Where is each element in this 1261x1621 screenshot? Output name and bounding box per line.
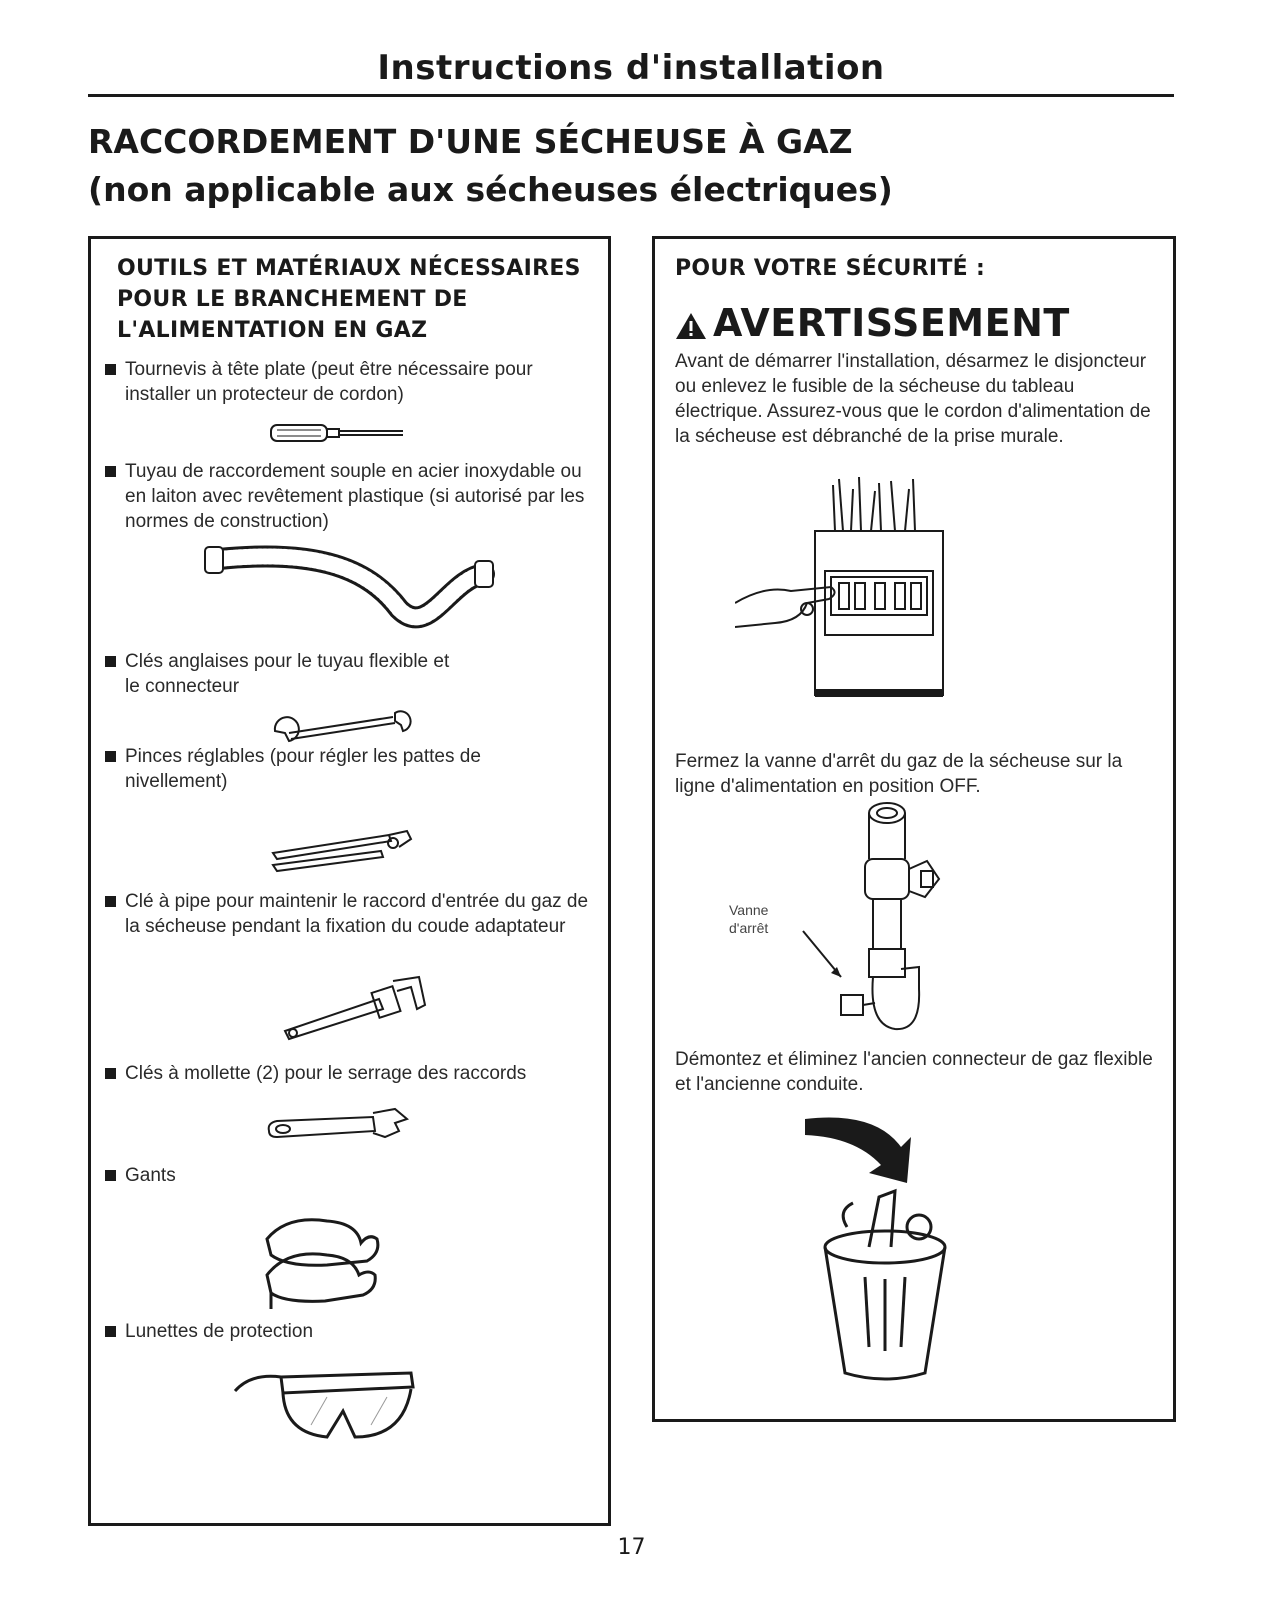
warning-paragraph: Avant de démarrer l'installation, désarmez le disjoncteur ou enlevez le fusible de la sécheuse du tableau électrique. Assurez-vous que le cordon d'alimentation de la sécheuse est débranché de la prise murale. <box>675 351 1151 447</box>
list-item <box>101 1061 601 1086</box>
list-item <box>101 459 601 534</box>
tools-heading-line-3: L'ALIMENTATION EN GAZ <box>117 318 428 343</box>
callout-arrow-icon <box>801 929 851 989</box>
safety-heading: POUR VOTRE SÉCURITÉ : <box>675 256 986 281</box>
bullet-icon <box>105 751 116 762</box>
disposal-paragraph: Démontez et éliminez l'ancien connecteur de gaz flexible et l'ancienne conduite. <box>675 1049 1153 1095</box>
bullet-icon <box>105 896 116 907</box>
warning-triangle-icon <box>675 311 707 341</box>
bullet-icon <box>105 656 116 667</box>
tools-heading-line-2: POUR LE BRANCHEMENT DE <box>117 287 468 312</box>
item-text: Clés anglaises pour le tuyau flexible et le connecteur <box>125 651 450 697</box>
bullet-icon <box>105 1326 116 1337</box>
open-wrench-icon <box>269 705 419 749</box>
valve-callout-line-2: d'arrêt <box>729 920 769 936</box>
valve-callout-line-1: Vanne <box>729 902 769 918</box>
warning-title-text: AVERTISSEMENT <box>713 301 1070 345</box>
gloves-icon <box>257 1209 387 1311</box>
screwdriver-icon <box>269 419 409 447</box>
valve-callout <box>729 901 768 937</box>
valve-paragraph: Fermez la vanne d'arrêt du gaz de la sécheuse sur la ligne d'alimentation en position OFF. <box>675 751 1123 797</box>
tools-heading <box>117 253 581 346</box>
tools-panel <box>88 236 611 1526</box>
trash-can-icon <box>795 1107 975 1397</box>
main-title <box>88 118 893 214</box>
page-number: 17 <box>617 1535 646 1560</box>
bullet-icon <box>105 364 116 375</box>
warning-title <box>675 301 1070 345</box>
breaker-panel-icon <box>735 475 955 699</box>
main-title-line-1: RACCORDEMENT D'UNE SÉCHEUSE À GAZ <box>88 122 853 161</box>
pliers-icon <box>269 829 419 875</box>
adjustable-wrench-icon <box>263 1105 413 1147</box>
item-text: Gants <box>125 1165 176 1186</box>
page-header: Instructions d'installation <box>377 48 885 88</box>
shutoff-valve-icon <box>835 799 955 1039</box>
header-rule <box>88 94 1174 97</box>
item-text: Clé à pipe pour maintenir le raccord d'entrée du gaz de la sécheuse pendant la fixation du coude adaptateur <box>125 891 589 937</box>
bullet-icon <box>105 466 116 477</box>
list-item <box>101 1319 601 1344</box>
item-text: Tournevis à tête plate (peut être nécessaire pour installer un protecteur de cordon) <box>125 359 533 405</box>
item-text: Pinces réglables (pour régler les pattes de nivellement) <box>125 746 481 792</box>
bullet-icon <box>105 1170 116 1181</box>
item-text: Tuyau de raccordement souple en acier inoxydable ou en laiton avec revêtement plastique (si autorisé par les normes de construction) <box>125 461 585 532</box>
list-item <box>101 357 601 407</box>
item-text: Lunettes de protection <box>125 1321 314 1342</box>
list-item <box>101 1163 601 1188</box>
flex-hose-icon <box>199 539 499 649</box>
safety-glasses-icon <box>231 1367 421 1447</box>
bullet-icon <box>105 1068 116 1079</box>
item-text: Clés à mollette (2) pour le serrage des raccords <box>125 1063 527 1084</box>
safety-panel <box>652 236 1176 1422</box>
list-item <box>101 889 601 939</box>
main-title-line-2: (non applicable aux sécheuses électriques) <box>88 170 893 209</box>
list-item <box>101 649 601 699</box>
pipe-wrench-icon <box>279 975 429 1041</box>
list-item <box>101 744 601 794</box>
tools-heading-line-1: OUTILS ET MATÉRIAUX NÉCESSAIRES <box>117 256 581 281</box>
